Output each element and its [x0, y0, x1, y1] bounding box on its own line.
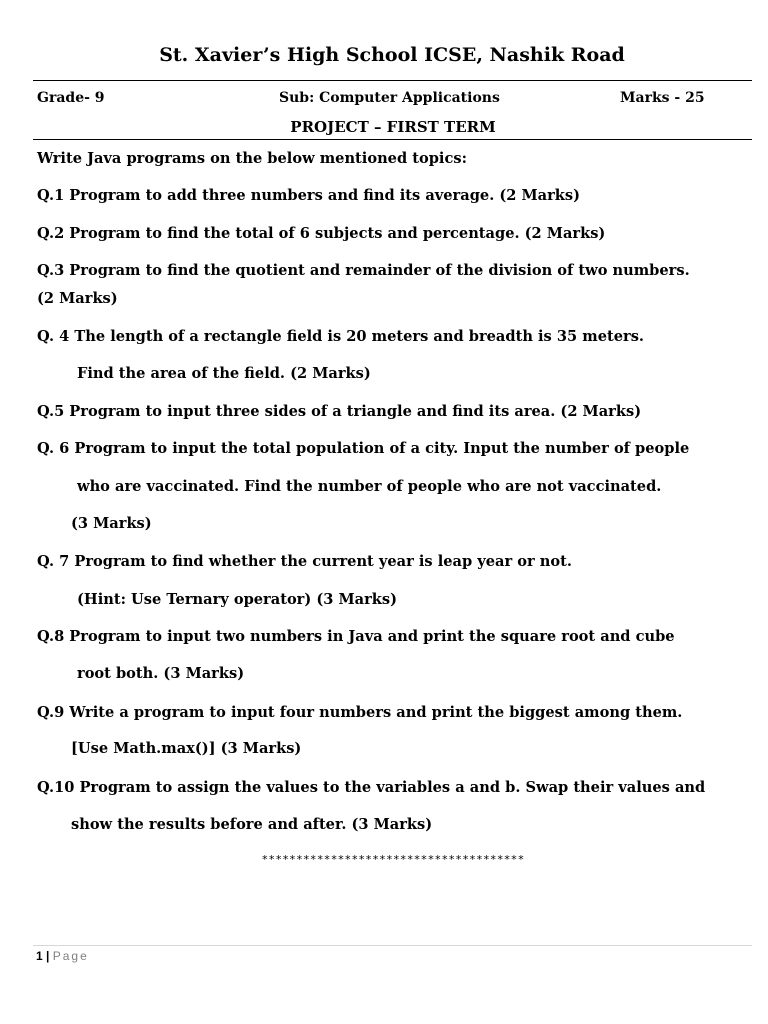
page-label: Page [52, 949, 89, 963]
question-line: Q.3 Program to find the quotient and remainder of the division of two numbers. [37, 262, 690, 279]
footer-divider: | [46, 949, 50, 963]
question-line: Find the area of the field. (2 Marks) [77, 365, 371, 382]
header-bottom-rule [33, 139, 752, 140]
footer-rule [33, 945, 752, 946]
grade-label: Grade- 9 [37, 90, 105, 106]
intro-text: Write Java programs on the below mentioned topics: [37, 150, 467, 167]
question-line: Q.10 Program to assign the values to the variables a and b. Swap their values and [37, 779, 706, 796]
end-separator: ************************************** [261, 853, 525, 866]
question-line: show the results before and after. (3 Marks) [71, 816, 433, 833]
question-line: Q. 7 Program to find whether the current year is leap year or not. [37, 553, 572, 570]
marks-label: Marks - 25 [620, 90, 705, 106]
project-title: PROJECT – FIRST TERM [290, 118, 496, 136]
question-line: (2 Marks) [37, 290, 118, 307]
question-line: (Hint: Use Ternary operator) (3 Marks) [77, 591, 398, 608]
question-line: Q.9 Write a program to input four numbers and print the biggest among them. [37, 704, 683, 721]
question-line: Q. 6 Program to input the total population of a city. Input the number of people [37, 440, 690, 457]
question-line: Q.5 Program to input three sides of a triangle and find its area. (2 Marks) [37, 403, 642, 420]
page-footer [36, 949, 89, 963]
subject-label: Sub: Computer Applications [279, 90, 500, 106]
header-top-rule [33, 80, 752, 81]
question-line: Q.1 Program to add three numbers and find its average. (2 Marks) [37, 187, 581, 204]
question-line: who are vaccinated. Find the number of people who are not vaccinated. [77, 478, 662, 495]
school-title: St. Xavier’s High School ICSE, Nashik Road [159, 44, 625, 66]
question-line: (3 Marks) [71, 515, 152, 532]
question-line: Q.8 Program to input two numbers in Java and print the square root and cube [37, 628, 675, 645]
question-line: Q.2 Program to find the total of 6 subjects and percentage. (2 Marks) [37, 225, 606, 242]
question-line: [Use Math.max()] (3 Marks) [71, 740, 302, 757]
page-number: 1 [36, 949, 43, 963]
question-line: root both. (3 Marks) [77, 665, 245, 682]
question-line: Q. 4 The length of a rectangle field is 20 meters and breadth is 35 meters. [37, 328, 644, 345]
